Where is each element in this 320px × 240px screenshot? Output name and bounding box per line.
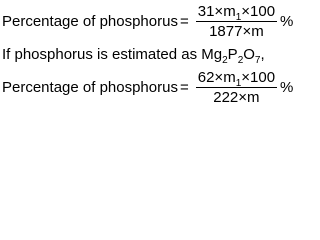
subscript: 2 <box>237 55 244 66</box>
denominator-coefficient: 222 <box>213 89 239 106</box>
equation-lhs: Percentage of phosphorus <box>2 79 178 96</box>
fraction-denominator <box>207 22 266 39</box>
times-sign: × <box>238 89 248 106</box>
times-sign: × <box>214 3 224 20</box>
times-sign: × <box>241 69 251 86</box>
equation-percentage-phosphorus-2 <box>2 70 293 105</box>
numerator-coefficient: 62 <box>197 69 215 86</box>
fraction <box>196 4 277 39</box>
subscript: 1 <box>235 78 242 89</box>
fraction <box>196 70 277 105</box>
subscript: 2 <box>222 55 228 66</box>
element-symbol: O <box>243 46 255 63</box>
variable-m: m <box>223 3 236 20</box>
equation-lhs: Percentage of phosphorus <box>2 13 178 30</box>
constant-100: 100 <box>250 69 276 86</box>
element-symbol: P <box>227 46 238 63</box>
times-sign: × <box>241 3 251 20</box>
times-sign: × <box>242 23 252 40</box>
constant-100: 100 <box>250 3 276 20</box>
variable-m: m <box>223 69 236 86</box>
estimation-statement <box>2 46 265 66</box>
fraction-numerator <box>196 4 277 22</box>
subscript: 7 <box>254 55 261 66</box>
equals-sign: = <box>179 13 189 30</box>
variable-m: m <box>251 23 264 40</box>
fraction-denominator <box>211 88 261 105</box>
times-sign: × <box>214 69 224 86</box>
variable-m: m <box>247 89 260 106</box>
denominator-coefficient: 1877 <box>209 23 243 40</box>
subscript: 1 <box>235 12 242 23</box>
punctuation: , <box>260 46 265 63</box>
numerator-coefficient: 31 <box>197 3 215 20</box>
equation-percentage-phosphorus-1 <box>2 4 293 39</box>
equals-sign: = <box>179 79 189 96</box>
statement-text: If phosphorus is estimated as Mg <box>2 46 223 63</box>
percent-sign: % <box>280 13 294 30</box>
percent-sign: % <box>280 79 294 96</box>
fraction-numerator <box>196 70 277 88</box>
